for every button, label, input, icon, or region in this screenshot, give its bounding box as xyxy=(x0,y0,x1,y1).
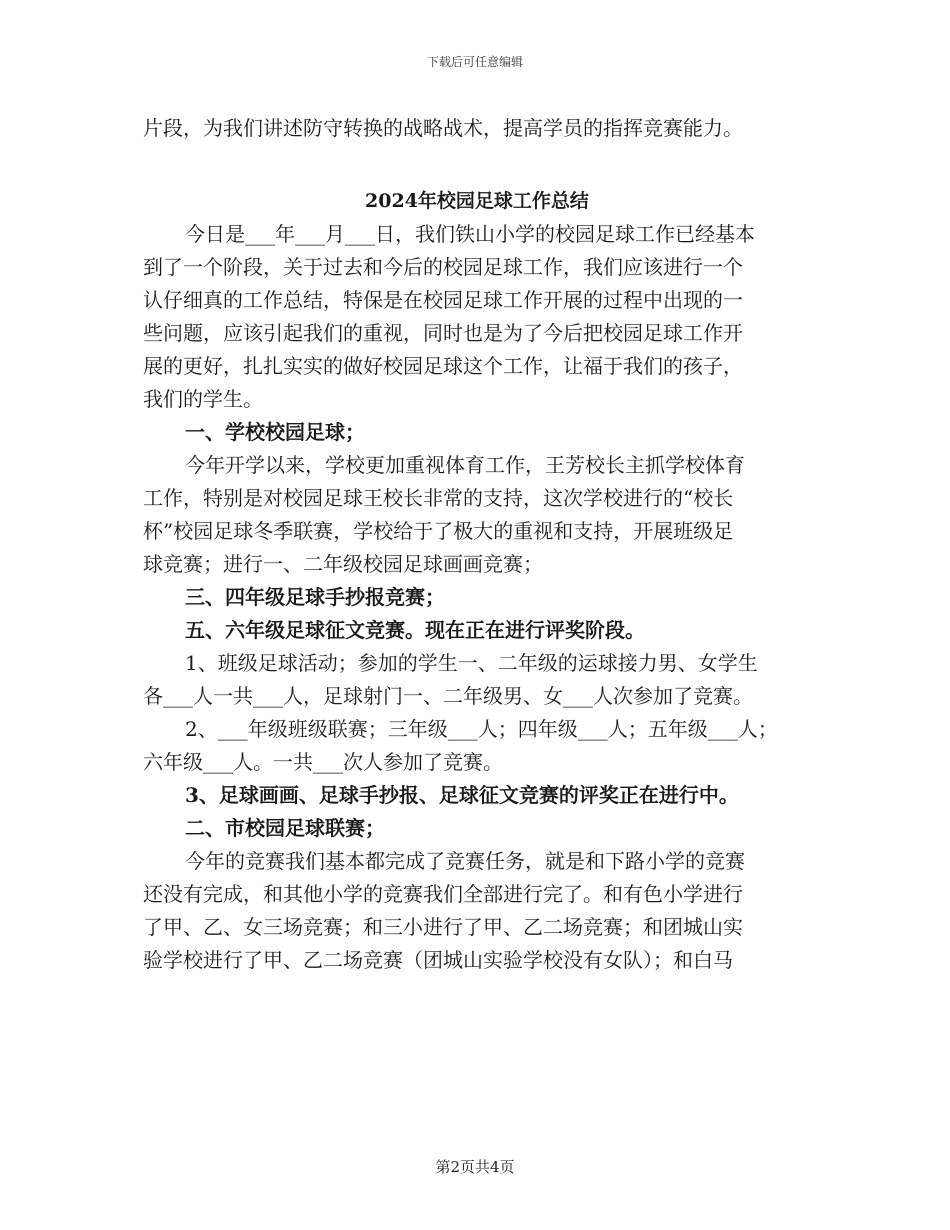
section-heading: 二、市校园足球联赛； xyxy=(185,816,385,840)
section-heading: 一、学校校园足球； xyxy=(185,420,365,444)
paragraph-line: 杯”校园足球冬季联赛，学校给于了极大的重视和支持，开展班级足 xyxy=(143,519,734,543)
paragraph-line: 认仔细真的工作总结，特保是在校园足球工作开展的过程中出现的一 xyxy=(143,288,743,312)
paragraph-line: 1、班级足球活动；参加的学生一、二年级的运球接力男、女学生 xyxy=(185,651,758,675)
paragraph-line: 六年级___人。一共___次人参加了竞赛。 xyxy=(143,750,503,774)
spacer xyxy=(143,145,811,185)
paragraph-line: 今日是___年___月___日，我们铁山小学的校园足球工作已经基本 xyxy=(185,222,755,246)
paragraph-line: 些问题，应该引起我们的重视，同时也是为了今后把校园足球工作开 xyxy=(143,321,743,345)
paragraph-line: 还没有完成，和其他小学的竞赛我们全部进行完了。和有色小学进行 xyxy=(143,882,743,906)
paragraph-line: 我们的学生。 xyxy=(143,387,263,411)
document-body xyxy=(143,112,811,977)
paragraph-line: 片段，为我们讲述防守转换的战略战术，提高学员的指挥竞赛能力。 xyxy=(143,116,743,140)
paragraph-line: 到了一个阶段，关于过去和今后的校园足球工作，我们应该进行一个 xyxy=(143,255,743,279)
section-heading: 三、四年级足球手抄报竞赛； xyxy=(185,585,445,609)
header-note: 下载后可任意编辑 xyxy=(426,55,523,69)
paragraph-line: 了甲、乙、女三场竞赛；和三小进行了甲、乙二场竞赛；和团城山实 xyxy=(143,915,743,939)
section-heading: 五、六年级足球征文竞赛。现在正在进行评奖阶段。 xyxy=(185,618,645,642)
paragraph-line: 今年开学以来，学校更加重视体育工作，王芳校长主抓学校体育 xyxy=(185,453,745,477)
paragraph-line: 今年的竞赛我们基本都完成了竞赛任务，就是和下路小学的竞赛 xyxy=(185,849,745,873)
paragraph-line: 球竞赛；进行一、二年级校园足球画画竞赛； xyxy=(143,552,543,576)
paragraph-line: 验学校进行了甲、乙二场竞赛（团城山实验学校没有女队）；和白马 xyxy=(143,948,733,972)
section-heading: 3、足球画画、足球手抄报、足球征文竞赛的评奖正在进行中。 xyxy=(185,783,739,807)
paragraph-line: 工作，特别是对校园足球王校长非常的支持，这次学校进行的“校长 xyxy=(143,486,734,510)
document-title: 2024年校园足球工作总结 xyxy=(365,190,589,212)
paragraph-line: 各___人一共___人，足球射门一、二年级男、女___人次参加了竞赛。 xyxy=(143,684,753,708)
paragraph-line: 展的更好，扎扎实实的做好校园足球这个工作，让福于我们的孩子， xyxy=(143,354,743,378)
page-number: 第2页共4页 xyxy=(435,1158,515,1176)
paragraph-line: 2、___年级班级联赛；三年级___人；四年级___人；五年级___人； xyxy=(185,717,778,741)
